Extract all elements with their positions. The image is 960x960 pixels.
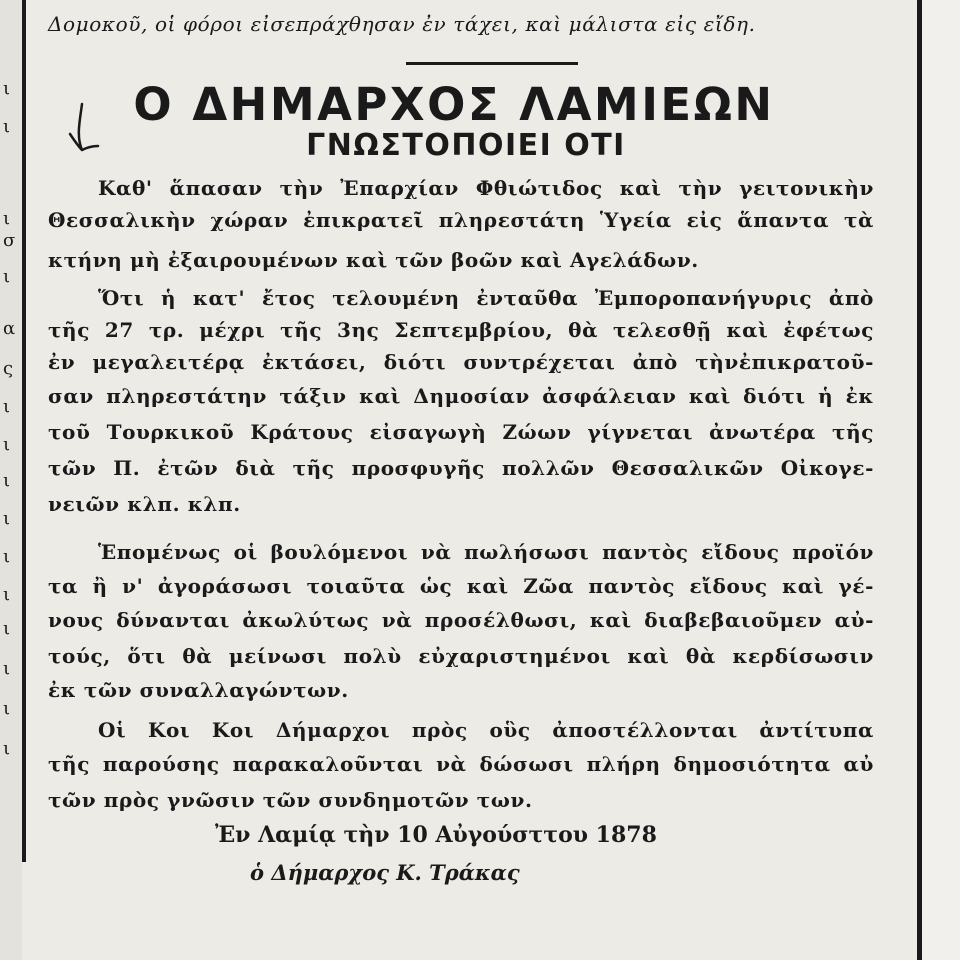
previous-article-fragment: Δομοκοῦ, οἱ φόροι εἰσεπράχθησαν ἐν τάχει, καὶ μάλιστα εἰς εἴδη. [48, 12, 756, 36]
paragraph-1-line: Καθ' ἅπασαν τὴν Ἐπαρχίαν Φθιώτιδος καὶ τὴν γειτονικὴν [98, 176, 874, 200]
paragraph-3-line: Ἑπομένως οἱ βουλόμενοι νὰ πωλήσωσι παντὸς εἴδους προϊόν [98, 540, 874, 564]
paragraph-1-line: Θεσσαλικὴν χώραν ἐπικρατεῖ πληρεστάτη Ὑγεία εἰς ἅπαντα τὰ [48, 208, 874, 232]
paragraph-2-line: τῆς 27 τρ. μέχρι τῆς 3ης Σεπτεμβρίου, θὰ τελεσθῇ καὶ ἐφέτως [48, 318, 874, 342]
paragraph-3-line: τούς, ὅτι θὰ μείνωσι πολὺ εὐχαριστημένοι καὶ θὰ κερδίσωσιν [48, 644, 874, 668]
signature-date-line: Ἐν Λαμίᾳ τὴν 10 Αὐγούσττου 1878 [215, 822, 657, 848]
paragraph-4-line: Οἱ Κοι Κοι Δήμαρχοι πρὸς οὓς ἀποστέλλονται ἀντίτυπα [98, 718, 874, 742]
edge-letter: ι [3, 266, 11, 287]
edge-letter: ι [3, 78, 11, 99]
edge-letter: ι [3, 396, 11, 417]
paragraph-3-line: ἐκ τῶν συναλλαγώντων. [48, 678, 349, 702]
paragraph-2-line: σαν πληρεστάτην τάξιν καὶ Δημοσίαν ἀσφάλειαν καὶ διότι ἡ ἐκ [48, 384, 874, 408]
edge-letter: ι [3, 738, 11, 759]
edge-letter: ι [3, 658, 11, 679]
paragraph-2-line: Ὅτι ἡ κατ' ἔτος τελουμένη ἐνταῦθα Ἐμποροπανήγυρις ἀπὸ [98, 286, 874, 310]
paragraph-3-line: νους δύνανται ἀκωλύτως νὰ προσέλθωσι, καὶ διαβεβαιοῦμεν αὐ- [48, 608, 874, 632]
paragraph-4-line: τῶν πρὸς γνῶσιν τῶν συνδημοτῶν των. [48, 788, 533, 812]
edge-letter: ι [3, 618, 11, 639]
edge-letter: ι [3, 698, 11, 719]
adjacent-column-edge [0, 0, 22, 960]
notice-headline: Ο ΔΗΜΑΡΧΟΣ ΛΑΜΙΕΩΝ [133, 78, 775, 131]
edge-letter: ς [3, 358, 14, 379]
paragraph-3-line: τα ἢ ν' ἀγοράσωσι τοιαῦτα ὡς καὶ Ζῶα παντὸς εἴδους καὶ γέ- [48, 574, 874, 598]
paragraph-2-line: νειῶν κλπ. κλπ. [48, 492, 241, 516]
paragraph-4-line: τῆς παρούσης παρακαλοῦνται νὰ δώσωσι πλήρη δημοσιότητα αὐ [48, 752, 874, 776]
paragraph-1-line: κτήνη μὴ ἐξαιρουμένων καὶ τῶν βοῶν καὶ Αγελάδων. [48, 248, 699, 272]
left-column-rule [22, 0, 26, 862]
signature-name-line: ὁ Δήμαρχος Κ. Τράκας [250, 860, 520, 885]
edge-letter: σ [3, 230, 16, 251]
paragraph-2-line: τοῦ Τουρκικοῦ Κράτους εἰσαγωγὴ Ζώων γίγνεται ἀνωτέρα τῆς [48, 420, 874, 444]
edge-letter: ι [3, 434, 11, 455]
edge-letter: ι [3, 546, 11, 567]
paragraph-2-line: τῶν Π. ἐτῶν διὰ τῆς προσφυγῆς πολλῶν Θεσσαλικῶν Οἰκογε- [48, 456, 874, 480]
edge-letter: ι [3, 508, 11, 529]
handwritten-check-mark [62, 100, 102, 160]
edge-letter: α [3, 318, 16, 339]
edge-letter: ι [3, 208, 11, 229]
notice-subheadline: ΓΝΩΣΤΟΠΟΙΕΙ ΟΤΙ [306, 128, 626, 163]
edge-letter: ι [3, 116, 11, 137]
edge-letter: ι [3, 470, 11, 491]
paragraph-2-line: ἐν μεγαλειτέρᾳ ἐκτάσει, διότι συντρέχεται ἀπὸ τὴνἐπικρατοῦ- [48, 350, 874, 374]
edge-letter: ι [3, 584, 11, 605]
title-separator-rule [406, 62, 578, 65]
right-margin [922, 0, 960, 960]
